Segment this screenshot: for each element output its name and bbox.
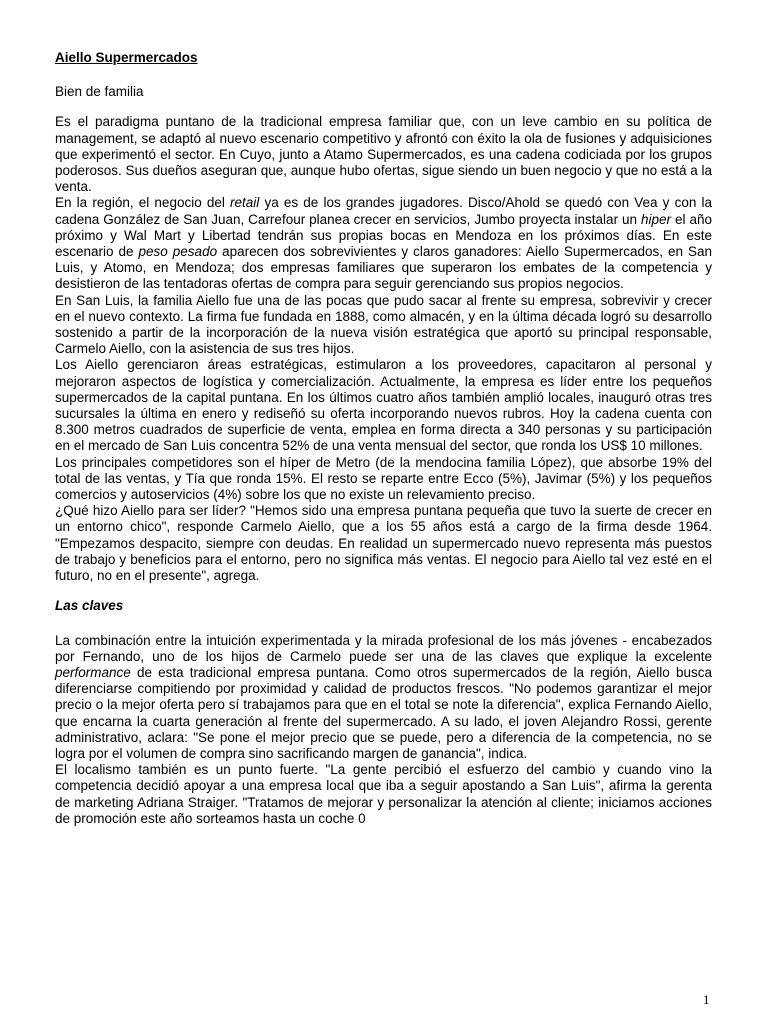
body-paragraph [55,195,712,292]
italic-text: performance [55,664,131,680]
italic-text: hiper [641,211,672,227]
paragraph-text: Los principales competidores son el híper de Metro (de la mendocina familia López), que absorbe 19% del total de las ventas, y Tía que ronda 15%. El resto se reparte entre Ecco (5%), Javimar (5%) y los pequeños comercios y autoservicios (4%) sobre los que no existe un relevamiento preciso. [55,454,712,503]
paragraph-text: Los Aiello gerenciaron áreas estratégicas, estimularon a los proveedores, capacitaron al personal y mejoraron aspectos de logística y comercialización. Actualmente, la empresa es líder entre los pequeños supermercados de la capital puntana. En los últimos cuatro años también amplió locales, inauguró otras tres sucursales la última en enero y rediseñó su oferta incorporando nuevos rubros. Hoy la cadena cuenta con 8.300 metros cuadrados de superficie de venta, emplea en forma directa a 340 personas y su participación en el mercado de San Luis concentra 52% de una venta mensual del sector, que ronda los US$ 10 millones. [55,357,712,454]
main-body [55,114,712,584]
paragraph-text: de esta tradicional empresa puntana. Como otros supermercados de la región, Aiello busca diferenciarse compitiendo por proximidad y calidad de productos frescos. "No podemos garantizar el mejor precio o la mejor oferta pero sí trabajamos para que en el total se note la diferencia", explica Fernando Aiello, que encarna la cuarta generación al frente del supermercado. A su lado, el joven Alejandro Rossi, gerente administrativo, aclara: "Se pone el mejor precio que se puede, pero a diferencia de la competencia, no se logra por el volumen de compra sino sacrificando margen de ganancia", indica. [55,664,712,761]
italic-text: retail [230,195,260,211]
body-paragraph [55,114,712,195]
document-subtitle: Bien de familia [55,84,144,100]
section-paragraph [55,762,712,827]
paragraph-text: El localismo también es un punto fuerte. "La gente percibió el esfuerzo del cambio y cuando vino la competencia decidió apoyar a una empresa local que iba a seguir apostando a San Luis", afirma la gerenta de marketing Adriana Straiger. "Tratamos de mejorar y personalizar la atención al cliente; iniciamos acciones de promoción este año sorteamos hasta un coche 0 [55,762,712,826]
italic-text: peso pesado [138,244,218,260]
paragraph-text: el año próximo y Wal Mart y Libertad tendrán sus propias bocas en Mendoza en los próximos días. En este escenario de [55,211,712,260]
body-paragraph [55,455,712,504]
section-body [55,633,712,827]
document-page [55,50,712,827]
page-number: 1 [703,992,710,1007]
paragraph-text: ya es de los grandes jugadores. Disco/Ahold se quedó con Vea y con la cadena González de San Juan, Carrefour planea crecer en servicios, Jumbo proyecta instalar un [55,195,712,227]
section-paragraph [55,633,712,763]
paragraph-text: aparecen dos sobrevivientes y claros ganadores: Aiello Supermercados, en San Luis, y Atomo, en Mendoza; dos empresas familiares que superaron los embates de la competencia y desistieron de las tentadoras ofertas de compra para seguir gerenciando sus propios negocios. [55,244,712,292]
body-paragraph [55,293,712,358]
paragraph-text: Es el paradigma puntano de la tradicional empresa familiar que, con un leve cambio en su política de management, se adaptó al nuevo escenario competitivo y afrontó con éxito la ola de fusiones y adquisiciones que experimentó el sector. En Cuyo, junto a Atamo Supermercados, es una cadena codiciada por los grupos poderosos. Sus dueños aseguran que, aunque hubo ofertas, sigue siendo un buen negocio y que no está a la venta. [55,114,712,195]
paragraph-text: ¿Qué hizo Aiello para ser líder? "Hemos sido una empresa puntana pequeña que tuvo la suerte de crecer en un entorno chico", responde Carmelo Aiello, que a los 55 años está a cargo de la firma desde 1964. "Empezamos despacito, siempre con deudas. En realidad un supermercado nuevo representa más puestos de trabajo y beneficios para el entorno, pero no significa más ventas. El negocio para Aiello tal vez esté en el futuro, no en el presente", agrega. [55,503,712,584]
body-paragraph [55,357,712,454]
paragraph-text: En San Luis, la familia Aiello fue una de las pocas que pudo sacar al frente su empresa, sobrevivir y crecer en el nuevo contexto. La firma fue fundada en 1888, como almacén, y en la última década logró su desarrollo sostenido a partir de la incorporación de la nueva visión estratégica que aportó su principal responsable, Carmelo Aiello, con la asistencia de sus tres hijos. [55,292,712,357]
section-title: Las claves [55,598,124,614]
document-title: Aiello Supermercados [55,50,198,65]
paragraph-text: En la región, el negocio del [55,195,231,211]
body-paragraph [55,503,712,584]
paragraph-text: La combinación entre la intuición experimentada y la mirada profesional de los más jóvenes - encabezados por Fernando, uno de los hijos de Carmelo puede ser una de las claves que explique la excelente [55,632,712,664]
